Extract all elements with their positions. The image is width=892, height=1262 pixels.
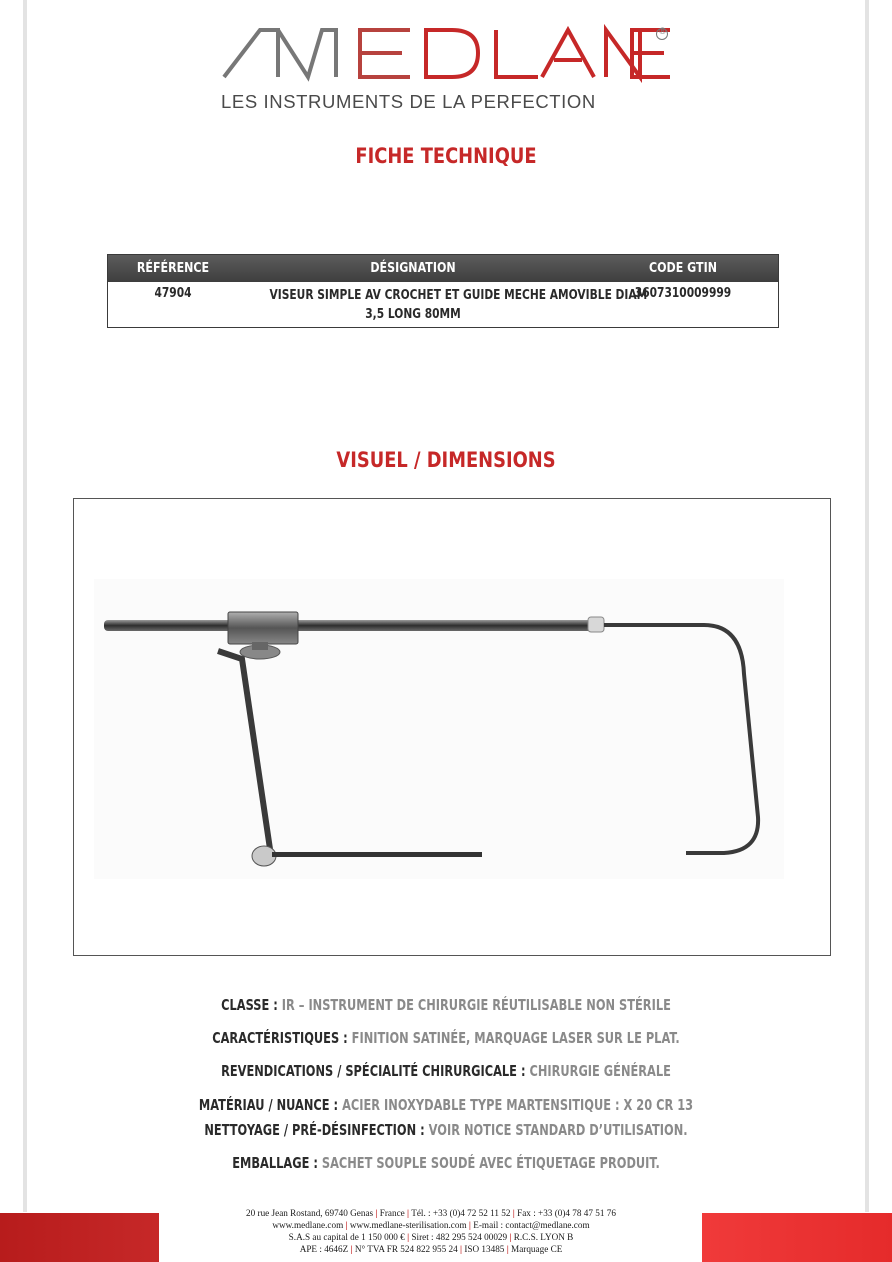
footer-tva: N° TVA FR 524 822 955 24 [354,1244,458,1254]
spec-emballage [107,1154,785,1172]
header-reference: RÉFÉRENCE [136,260,210,276]
header-gtin: CODE GTIN [649,260,717,276]
spec-label: EMBALLAGE : [232,1154,318,1172]
footer-address: 20 rue Jean Rostand, 69740 Genas [246,1208,374,1218]
footer-ape: APE : 4646Z [299,1244,349,1254]
spec-value: VOIR NOTICE STANDARD D’UTILISATION. [428,1121,688,1139]
footer-bar-right [702,1213,892,1262]
footer-rcs: R.C.S. LYON B [513,1232,574,1242]
spec-value: FINITION SATINÉE, MARQUAGE LASER SUR LE PLAT. [351,1029,680,1047]
spec-revendications [107,1062,785,1080]
spec-materiau [107,1096,785,1114]
left-margin-line [23,0,27,1212]
spec-label: CARACTÉRISTIQUES : [212,1029,348,1047]
footer-siret: Siret : 482 295 524 00029 [411,1232,508,1242]
right-margin-line [865,0,869,1212]
brand-tagline: LES INSTRUMENTS DE LA PERFECTION [221,91,596,112]
spec-nettoyage [107,1121,785,1139]
footer-email-link[interactable]: E-mail : contact@medlane.com [473,1220,590,1230]
medlane-logo [220,22,680,84]
instrument-visual [73,498,831,956]
footer-iso: ISO 13485 [464,1244,505,1254]
product-table [107,254,779,328]
spec-value: ACIER INOXYDABLE TYPE MARTENSITIQUE : X 20 CR 13 [342,1096,694,1114]
instrument-image [74,499,830,955]
footer-line-address: 20 rue Jean Rostand, 69740 Genas | France | Tél. : +33 (0)4 72 52 11 52 | Fax : +33 (0)4 78 47 51 76 [246,1208,616,1218]
company-footer [160,1207,702,1255]
spec-caracteristiques [107,1029,785,1047]
sheet-title: FICHE TECHNIQUE [355,144,537,168]
spec-value: SACHET SOUPLE SOUDÉ AVEC ÉTIQUETAGE PRODUIT. [321,1154,660,1172]
spec-value: IR – INSTRUMENT DE CHIRURGIE RÉUTILISABLE NON STÉRILE [281,996,671,1014]
cell-reference: 47904 [154,286,192,301]
footer-website-link[interactable]: www.medlane.com [272,1220,344,1230]
footer-country: France [379,1208,405,1218]
footer-bar-left [0,1213,159,1262]
cell-designation [269,286,648,324]
header-designation: DÉSIGNATION [370,260,456,276]
footer-capital: S.A.S au capital de 1 150 000 € [288,1232,405,1242]
spec-value: CHIRURGIE GÉNÉRALE [529,1062,671,1080]
spec-label: NETTOYAGE / PRÉ-DÉSINFECTION : [204,1121,425,1139]
footer-sterilisation-link[interactable]: www.medlane-sterilisation.com [349,1220,467,1230]
footer-line-regulatory: APE : 4646Z | N° TVA FR 524 822 955 24 | ISO 13485 | Marquage CE [299,1244,563,1254]
spec-label: MATÉRIAU / NUANCE : [198,1096,339,1114]
spec-label: REVENDICATIONS / SPÉCIALITÉ CHIRURGICALE : [221,1062,526,1080]
table-header-row [108,255,778,282]
visual-title: VISUEL / DIMENSIONS [336,448,556,472]
spec-classe [107,996,785,1014]
footer-fax: Fax : +33 (0)4 78 47 51 76 [517,1208,616,1218]
footer-line-web: www.medlane.com | www.medlane-sterilisation.com | E-mail : contact@medlane.com [272,1220,590,1230]
designation-line-2: 3,5 LONG 80MM [365,307,461,322]
cell-gtin: 3607310009999 [634,286,732,301]
footer-phone: Tél. : +33 (0)4 72 52 11 52 [411,1208,511,1218]
registered-mark: ® [658,27,667,37]
table-row [108,282,778,324]
footer-ce-mark: Marquage CE [511,1244,563,1254]
spec-label: CLASSE : [221,996,278,1014]
designation-line-1: VISEUR SIMPLE AV CROCHET ET GUIDE MECHE AMOVIBLE DIAM [269,288,648,303]
footer-line-legal: S.A.S au capital de 1 150 000 € | Siret : 482 295 524 00029 | R.C.S. LYON B [288,1232,574,1242]
